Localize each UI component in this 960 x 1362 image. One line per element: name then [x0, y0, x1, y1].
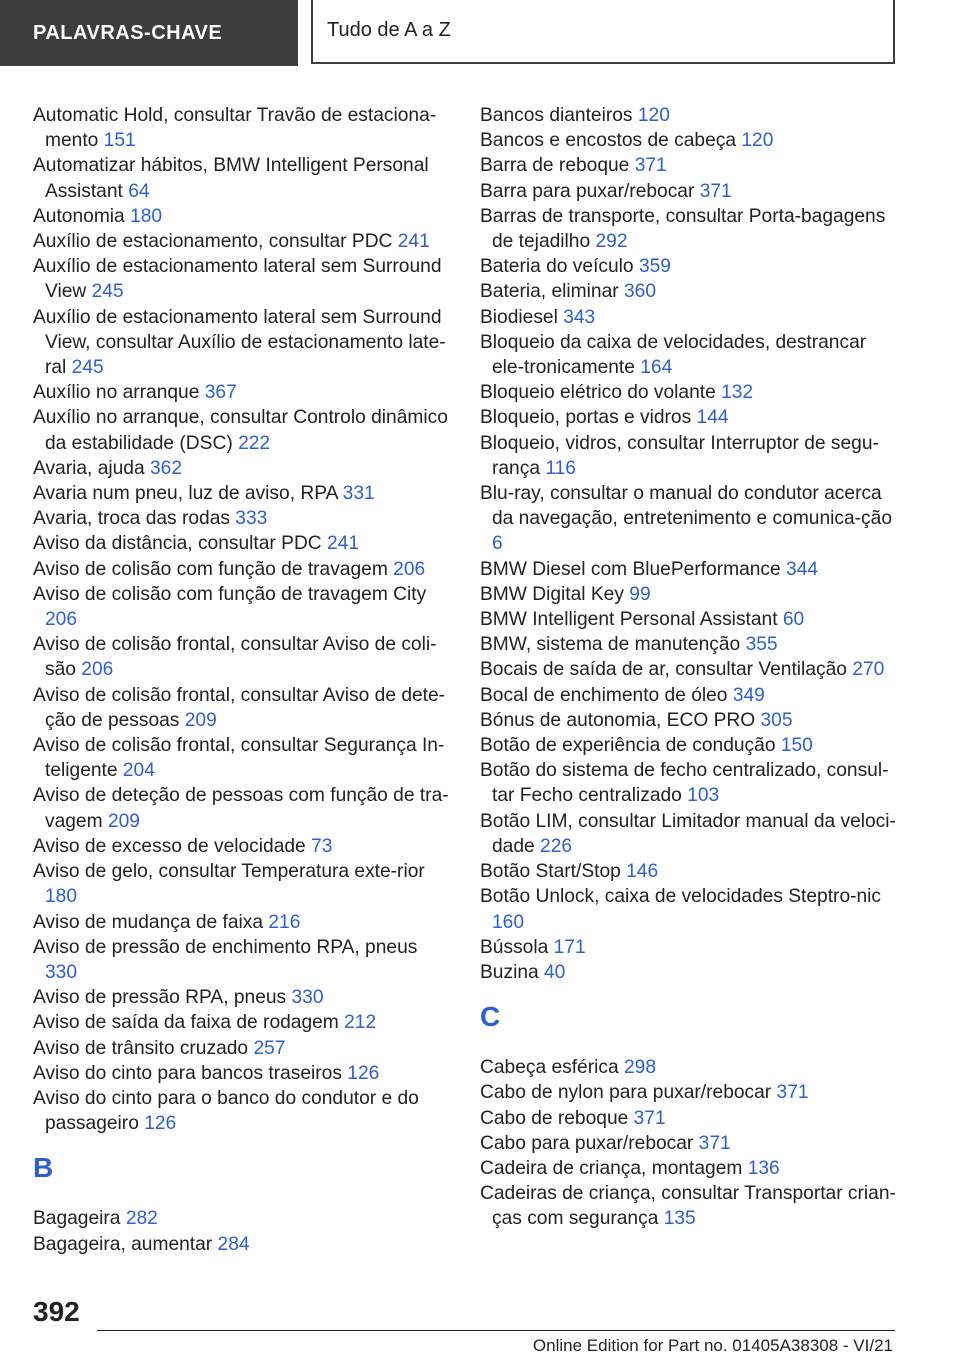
index-entry-text: Bónus de autonomia, ECO PRO	[480, 709, 756, 731]
index-entry-text: Aviso de saída da faixa de rodagem	[33, 1012, 339, 1034]
index-entry-text: Auxílio de estacionamento, consultar PDC	[33, 231, 393, 253]
index-entry-text: Bateria do veículo	[480, 256, 634, 278]
page-reference-link[interactable]: 360	[623, 281, 656, 303]
page-reference-link[interactable]: 344	[786, 558, 819, 580]
index-entry-text: Bancos e encostos de cabeça	[480, 130, 737, 152]
page-header	[0, 0, 960, 66]
index-entry	[33, 1086, 449, 1136]
index-entry-text: Avaria, ajuda	[33, 457, 145, 479]
index-entry	[33, 531, 449, 556]
index-entry	[33, 859, 449, 909]
index-entry-text: Biodiesel	[480, 306, 558, 328]
index-entry	[33, 254, 449, 304]
index-entry-text: Cabo de nylon para puxar/rebocar	[480, 1082, 772, 1104]
page-reference-link[interactable]: 73	[311, 835, 333, 857]
index-entry-text: Aviso de gelo, consultar Temperatura exte-rior	[33, 861, 425, 883]
index-entry	[480, 657, 900, 682]
index-entry	[480, 1055, 900, 1080]
index-entry-text: Bateria, eliminar	[480, 281, 619, 303]
index-entry	[33, 582, 449, 632]
index-entry	[480, 884, 900, 934]
page-reference-link[interactable]: 282	[125, 1208, 158, 1230]
index-entry-text: Aviso de pressão RPA, pneus	[33, 987, 287, 1009]
page-reference-link[interactable]: 135	[663, 1208, 696, 1230]
page-reference-link[interactable]: 355	[745, 634, 778, 656]
index-entry-text: BMW Digital Key	[480, 583, 624, 605]
index-entry	[480, 557, 900, 582]
index-entry	[33, 229, 449, 254]
index-entry	[33, 733, 449, 783]
page-reference-link[interactable]: 180	[130, 205, 163, 227]
index-entry	[480, 481, 900, 557]
index-entry	[480, 254, 900, 279]
page-reference-link[interactable]: 204	[122, 760, 155, 782]
page-reference-link[interactable]: 371	[699, 180, 732, 202]
page-reference-link[interactable]: 257	[253, 1037, 286, 1059]
page-reference-link[interactable]: 371	[633, 1107, 666, 1129]
index-entry	[480, 179, 900, 204]
index-entry	[33, 1206, 449, 1231]
page-reference-link[interactable]: 116	[545, 457, 576, 479]
page-reference-link[interactable]: 151	[103, 130, 136, 152]
index-entry	[480, 607, 900, 632]
index-letter-heading: C	[480, 1001, 501, 1033]
page-reference-link[interactable]: 164	[640, 357, 673, 379]
page-reference-link[interactable]: 150	[780, 735, 813, 757]
index-entry	[480, 128, 900, 153]
page-reference-link[interactable]: 367	[204, 382, 237, 404]
index-entry	[480, 935, 900, 960]
index-entry	[33, 557, 449, 582]
index-entry-text: Botão Unlock, caixa de velocidades Steptro-nic	[480, 886, 882, 908]
index-entry-text: Auxílio no arranque	[33, 382, 200, 404]
index-entry	[33, 910, 449, 935]
index-entry	[480, 758, 900, 808]
index-letter-heading: B	[33, 1152, 54, 1184]
index-entry-text: Bloqueio, vidros, consultar Interruptor de segu-rança	[480, 432, 879, 479]
index-entry	[33, 153, 449, 203]
page-reference-link[interactable]: 362	[150, 457, 183, 479]
index-entry-text: Buzina	[480, 961, 539, 983]
index-entry	[33, 935, 449, 985]
index-entry	[33, 506, 449, 531]
index-entry-text: Bloqueio elétrico do volante	[480, 382, 716, 404]
index-entry-text: Avaria num pneu, luz de aviso, RPA	[33, 483, 338, 505]
index-entry-text: Aviso da distância, consultar PDC	[33, 533, 322, 555]
index-entry-text: Bloqueio da caixa de velocidades, destrancar ele-tronicamente	[480, 331, 867, 379]
page-reference-link[interactable]: 136	[747, 1157, 780, 1179]
index-entry-text: Bocais de saída de ar, consultar Ventilação	[480, 659, 847, 681]
index-entry	[480, 708, 900, 733]
index-entry	[480, 683, 900, 708]
index-entry-text: Aviso de excesso de velocidade	[33, 835, 306, 857]
edition-note: Online Edition for Part no. 01405A38308 - VI/21	[532, 1336, 893, 1355]
index-entry	[480, 1080, 900, 1105]
index-entry	[33, 683, 449, 733]
page-reference-link[interactable]: 245	[71, 357, 104, 379]
index-entry	[480, 380, 900, 405]
index-entry	[33, 481, 449, 506]
index-entry	[480, 1131, 900, 1156]
index-entry-text: Aviso de colisão frontal, consultar Aviso de coli-são	[33, 634, 437, 681]
index-entry-text: Automatic Hold, consultar Travão de estaciona-mento	[33, 105, 437, 152]
index-entry-text: Cadeiras de criança, consultar Transportar crian-ças com segurança	[480, 1183, 896, 1230]
index-entry	[480, 279, 900, 304]
page-reference-link[interactable]: 40	[544, 961, 566, 983]
index-entry-text: Botão LIM, consultar Limitador manual da veloci-dade	[480, 810, 896, 857]
page-reference-link[interactable]: 241	[327, 533, 360, 555]
index-entry	[33, 783, 449, 833]
index-entry-text: Avaria, troca das rodas	[33, 508, 230, 530]
page-reference-link[interactable]: 305	[760, 709, 793, 731]
page-reference-link[interactable]: 241	[397, 231, 430, 253]
index-entry-text: Bagageira, aumentar	[33, 1233, 213, 1255]
page-reference-link[interactable]: 270	[852, 659, 885, 681]
page-reference-link[interactable]: 146	[626, 861, 659, 883]
page-reference-link[interactable]: 212	[344, 1012, 377, 1034]
index-entry-text: BMW Diesel com BluePerformance	[480, 558, 781, 580]
page-reference-link[interactable]: 226	[540, 835, 573, 857]
page-reference-link[interactable]: 206	[393, 558, 426, 580]
page-reference-link[interactable]: 371	[698, 1132, 731, 1154]
index-entry	[480, 1181, 900, 1231]
index-entry-text: Auxílio no arranque, consultar Controlo dinâmico da estabilidade (DSC)	[33, 407, 448, 454]
index-entry-text: Barras de transporte, consultar Porta-bagagens de tejadilho	[480, 205, 886, 253]
index-entry-text: Aviso do cinto para bancos traseiros	[33, 1062, 342, 1084]
index-entry-text: Autonomia	[33, 205, 125, 227]
page-reference-link[interactable]: 333	[235, 508, 268, 530]
index-entry-text: Botão Start/Stop	[480, 861, 621, 883]
index-entry	[480, 809, 900, 859]
page-reference-link[interactable]: 126	[347, 1062, 380, 1084]
index-entry-text: Botão do sistema de fecho centralizado, consul-tar Fecho centralizado	[480, 760, 889, 807]
page-reference-link[interactable]: 206	[81, 659, 114, 681]
index-entry-text: Blu-ray, consultar o manual do condutor acerca da navegação, entretenimento e comunica-ção	[480, 483, 892, 530]
index-entry-text: Barra para puxar/rebocar	[480, 180, 695, 202]
page-reference-link[interactable]: 216	[268, 911, 301, 933]
page-number: 392	[33, 1296, 80, 1327]
index-entry-text: Auxílio de estacionamento lateral sem Surround View, consultar Auxílio de estacionamento late-ral	[33, 306, 446, 379]
index-entry-text: Aviso de pressão de enchimento RPA, pneus	[33, 936, 418, 958]
page-reference-link[interactable]: 206	[45, 609, 78, 631]
page-reference-link[interactable]: 284	[217, 1233, 250, 1255]
index-entry-text: Cabo de reboque	[480, 1107, 629, 1129]
index-entry	[480, 431, 900, 481]
index-entry	[33, 632, 449, 682]
index-entry-text: Aviso de colisão com função de travagem	[33, 558, 388, 580]
page-reference-link[interactable]: 371	[776, 1082, 809, 1104]
index-entry	[480, 305, 900, 330]
index-entry	[33, 380, 449, 405]
page-reference-link[interactable]: 120	[637, 105, 670, 126]
page-reference-link[interactable]: 103	[687, 785, 720, 807]
page-reference-link[interactable]: 64	[128, 180, 150, 202]
index-entry	[480, 153, 900, 178]
page-reference-link[interactable]: 171	[553, 936, 586, 958]
page-reference-link[interactable]: 245	[91, 281, 124, 303]
index-column-left	[33, 103, 449, 1257]
index-entry-text: Aviso de trânsito cruzado	[33, 1037, 249, 1059]
index-entry-text: Aviso de colisão frontal, consultar Aviso de dete-ção de pessoas	[33, 684, 446, 731]
index-entry	[480, 632, 900, 657]
page-reference-link[interactable]: 99	[629, 583, 651, 605]
page-reference-link[interactable]: 180	[45, 886, 78, 908]
page-reference-link[interactable]: 222	[238, 432, 271, 454]
index-entry	[480, 582, 900, 607]
index-entry-text: Bagageira	[33, 1208, 121, 1230]
page-reference-link[interactable]: 6	[492, 533, 503, 555]
page-reference-link[interactable]: 60	[782, 609, 805, 631]
index-entry	[33, 405, 449, 455]
index-entry	[480, 1156, 900, 1181]
index-entry-text: Cabo para puxar/rebocar	[480, 1132, 694, 1154]
page-reference-link[interactable]: 330	[45, 961, 78, 983]
index-entry-text: Auxílio de estacionamento lateral sem Surround View	[33, 256, 442, 303]
index-entry-text: Aviso de mudança de faixa	[33, 911, 264, 933]
index-entry	[480, 103, 900, 128]
index-entry	[33, 1232, 449, 1257]
page-reference-link[interactable]: 371	[634, 155, 667, 177]
index-entry	[480, 960, 900, 985]
page-reference-link[interactable]: 126	[144, 1113, 177, 1135]
index-entry-text: Bússola	[480, 936, 549, 958]
index-entry	[33, 103, 449, 153]
section-tab: PALAVRAS-CHAVE	[0, 0, 298, 66]
page-reference-link[interactable]: 331	[342, 483, 375, 505]
index-entry-text: Cadeira de criança, montagem	[480, 1157, 743, 1179]
index-entry	[33, 1036, 449, 1061]
index-entry	[480, 733, 900, 758]
index-entry-text: BMW, sistema de manutenção	[480, 634, 741, 656]
index-entry	[480, 204, 900, 254]
page-reference-link[interactable]: 343	[563, 306, 596, 328]
index-entry-text: Aviso de deteção de pessoas com função de tra-vagem	[33, 785, 449, 832]
index-entry-text: Aviso de colisão frontal, consultar Segurança In-teligente	[33, 735, 445, 782]
index-entry	[33, 456, 449, 481]
index-entry	[33, 834, 449, 859]
index-entry-text: Aviso do cinto para o banco do condutor e do passageiro	[33, 1087, 419, 1135]
index-entry-text: Bancos dianteiros	[480, 105, 633, 126]
index-entry-text: Cabeça esférica	[480, 1057, 619, 1079]
index-entry	[33, 1010, 449, 1035]
page-reference-link[interactable]: 209	[107, 810, 140, 832]
chapter-title: Tudo de A a Z	[311, 0, 895, 64]
index-entry-text: Bocal de enchimento de óleo	[480, 684, 728, 706]
index-entry	[33, 985, 449, 1010]
index-entry	[33, 1061, 449, 1086]
index-entry	[33, 305, 449, 381]
index-entry-text: Botão de experiência de condução	[480, 735, 776, 757]
index-entry-text: BMW Intelligent Personal Assistant	[480, 609, 778, 631]
page-reference-link[interactable]: 160	[492, 911, 525, 933]
index-entry	[480, 405, 900, 430]
footer-divider	[97, 1330, 895, 1331]
index-entry-text: Bloqueio, portas e vidros	[480, 407, 692, 429]
index-entry	[480, 1106, 900, 1131]
page-reference-link[interactable]: 298	[624, 1057, 657, 1079]
index-entry-text: Aviso de colisão com função de travagem City	[33, 583, 427, 605]
index-entry	[33, 204, 449, 229]
page-reference-link[interactable]: 359	[638, 256, 671, 278]
page-reference-link[interactable]: 132	[721, 382, 754, 404]
index-entry-text: Automatizar hábitos, BMW Intelligent Personal Assistant	[33, 155, 429, 202]
index-entry	[480, 330, 900, 380]
page-reference-link[interactable]: 292	[595, 231, 628, 253]
index-column-right	[480, 103, 900, 1232]
index-entry	[480, 859, 900, 884]
page-reference-link[interactable]: 144	[696, 407, 729, 429]
page-reference-link[interactable]: 349	[732, 684, 765, 706]
page-reference-link[interactable]: 209	[184, 709, 217, 731]
index-entry-text: Barra de reboque	[480, 155, 630, 177]
page-reference-link[interactable]: 120	[741, 130, 774, 152]
page-reference-link[interactable]: 330	[291, 987, 324, 1009]
